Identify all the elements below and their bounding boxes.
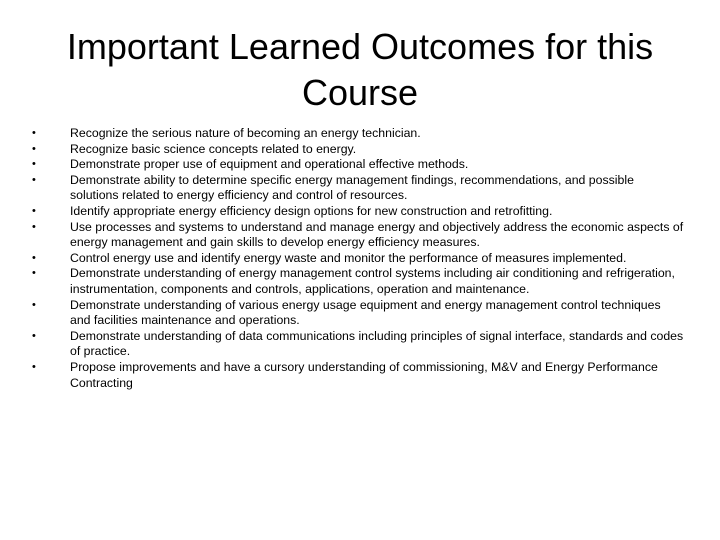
- list-item: [24, 126, 684, 142]
- bullet-icon: •: [32, 204, 36, 217]
- list-item-text: Propose improvements and have a cursory understanding of commissioning, M&V and Energy Performance Contracting: [70, 359, 658, 390]
- list-item-text: Recognize the serious nature of becoming an energy technician.: [70, 126, 421, 140]
- list-item: [24, 142, 684, 158]
- list-item: [24, 360, 684, 391]
- outcomes-list: [24, 126, 684, 391]
- bullet-icon: •: [32, 267, 36, 280]
- bullet-icon: •: [32, 251, 36, 264]
- bullet-icon: •: [32, 173, 36, 186]
- bullet-icon: •: [32, 298, 36, 311]
- list-item: [24, 157, 684, 173]
- list-item-text: Recognize basic science concepts related to energy.: [70, 141, 357, 156]
- list-item: [24, 251, 684, 267]
- list-item-text: Identify appropriate energy efficiency design options for new construction and retrofitting.: [70, 203, 553, 218]
- list-item: [24, 220, 684, 251]
- list-item: [24, 329, 684, 360]
- list-item: [24, 173, 684, 204]
- list-item: [24, 204, 684, 220]
- list-item: [24, 266, 684, 297]
- bullet-icon: •: [32, 360, 36, 373]
- bullet-icon: •: [32, 127, 36, 139]
- bullet-icon: •: [32, 158, 36, 171]
- list-item-text: Demonstrate ability to determine specific energy management findings, recommendations, and possible solutions related to energy efficiency and control of resources.: [70, 172, 634, 203]
- bullet-icon: •: [32, 220, 36, 233]
- slide-title: Important Learned Outcomes for this Course: [66, 26, 654, 113]
- list-item-text: Control energy use and identify energy waste and monitor the performance of measures implemented.: [70, 250, 627, 265]
- bullet-icon: •: [32, 142, 36, 155]
- list-item-text: Use processes and systems to understand and manage energy and objectively address the economic aspects of energy management and gain skills to develop energy efficiency measures.: [70, 219, 684, 250]
- list-item-text: Demonstrate proper use of equipment and operational effective methods.: [70, 157, 469, 172]
- list-item-text: Demonstrate understanding of energy management control systems including air conditioning and refrigeration, instrumentation, components and controls, applications, operation and maintenance.: [70, 266, 675, 296]
- bullet-icon: •: [32, 329, 36, 342]
- list-item: [24, 298, 684, 329]
- list-item-text: Demonstrate understanding of various energy usage equipment and energy management control techniques and facilities maintenance and operations.: [70, 297, 661, 328]
- list-item-text: Demonstrate understanding of data communications including principles of signal interface, standards and codes of practice.: [70, 328, 684, 359]
